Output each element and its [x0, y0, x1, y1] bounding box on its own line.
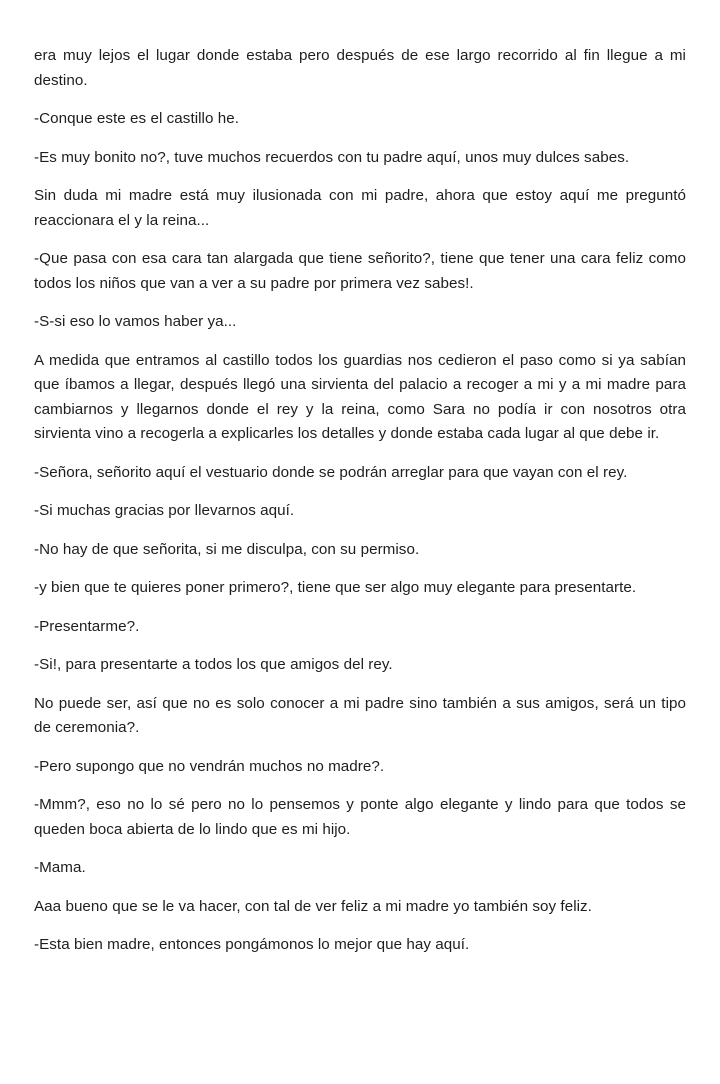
paragraph: -No hay de que señorita, si me disculpa, con su permiso. — [34, 540, 420, 558]
paragraph: -Conque este es el castillo he. — [34, 110, 240, 127]
paragraph: Aaa bueno que se le va hacer, con tal de ver feliz a mi madre yo también soy feliz. — [34, 897, 592, 915]
paragraph: -Si!, para presentarte a todos los que amigos del rey. — [34, 656, 393, 673]
paragraph: -Pero supongo que no vendrán muchos no madre?. — [34, 757, 385, 775]
paragraph: -y bien que te quieres poner primero?, tiene que ser algo muy elegante para presentarte. — [34, 579, 637, 596]
paragraph: -Que pasa con esa cara tan alargada que tiene señorito?, tiene que tener una cara feliz como todos los niños que van a ver a su padre por primera vez sabes!. — [34, 250, 686, 292]
paragraph: -Es muy bonito no?, tuve muchos recuerdos con tu padre aquí, unos muy dulces sabes. — [34, 148, 630, 166]
paragraph: -Mmm?, eso no lo sé pero no lo pensemos y ponte algo elegante y lindo para que todos se queden boca abierta de lo lindo que es mi hijo. — [34, 796, 686, 838]
paragraph: era muy lejos el lugar donde estaba pero después de ese largo recorrido al fin llegue a mi destino. — [34, 47, 686, 89]
paragraph: No puede ser, así que no es solo conocer a mi padre sino también a sus amigos, será un tipo de ceremonia?. — [34, 694, 686, 736]
paragraph: -Esta bien madre, entonces pongámonos lo mejor que hay aquí. — [34, 936, 470, 953]
paragraph: Sin duda mi madre está muy ilusionada con mi padre, ahora que estoy aquí me preguntó reaccionara el y la reina... — [34, 187, 686, 229]
paragraph: A medida que entramos al castillo todos los guardias nos cedieron el paso como si ya sabían que íbamos a llegar, después llegó una sirvienta del palacio a recoger a mi y a mi madre para cambiarnos y llegarnos donde el rey y la reina, como Sara no podía ir con nosotros otra sirvienta vino a recogerla a explicarles los detalles y donde estaba cada lugar al que debe ir. — [34, 351, 686, 442]
paragraph: -Señora, señorito aquí el vestuario donde se podrán arreglar para que vayan con el rey. — [34, 463, 628, 481]
paragraph: -Presentarme?. — [34, 617, 140, 635]
paragraph: -Si muchas gracias por llevarnos aquí. — [34, 502, 295, 519]
paragraph: -Mama. — [34, 859, 86, 876]
document-page — [34, 44, 686, 972]
paragraph: -S-si eso lo vamos haber ya... — [34, 313, 237, 330]
